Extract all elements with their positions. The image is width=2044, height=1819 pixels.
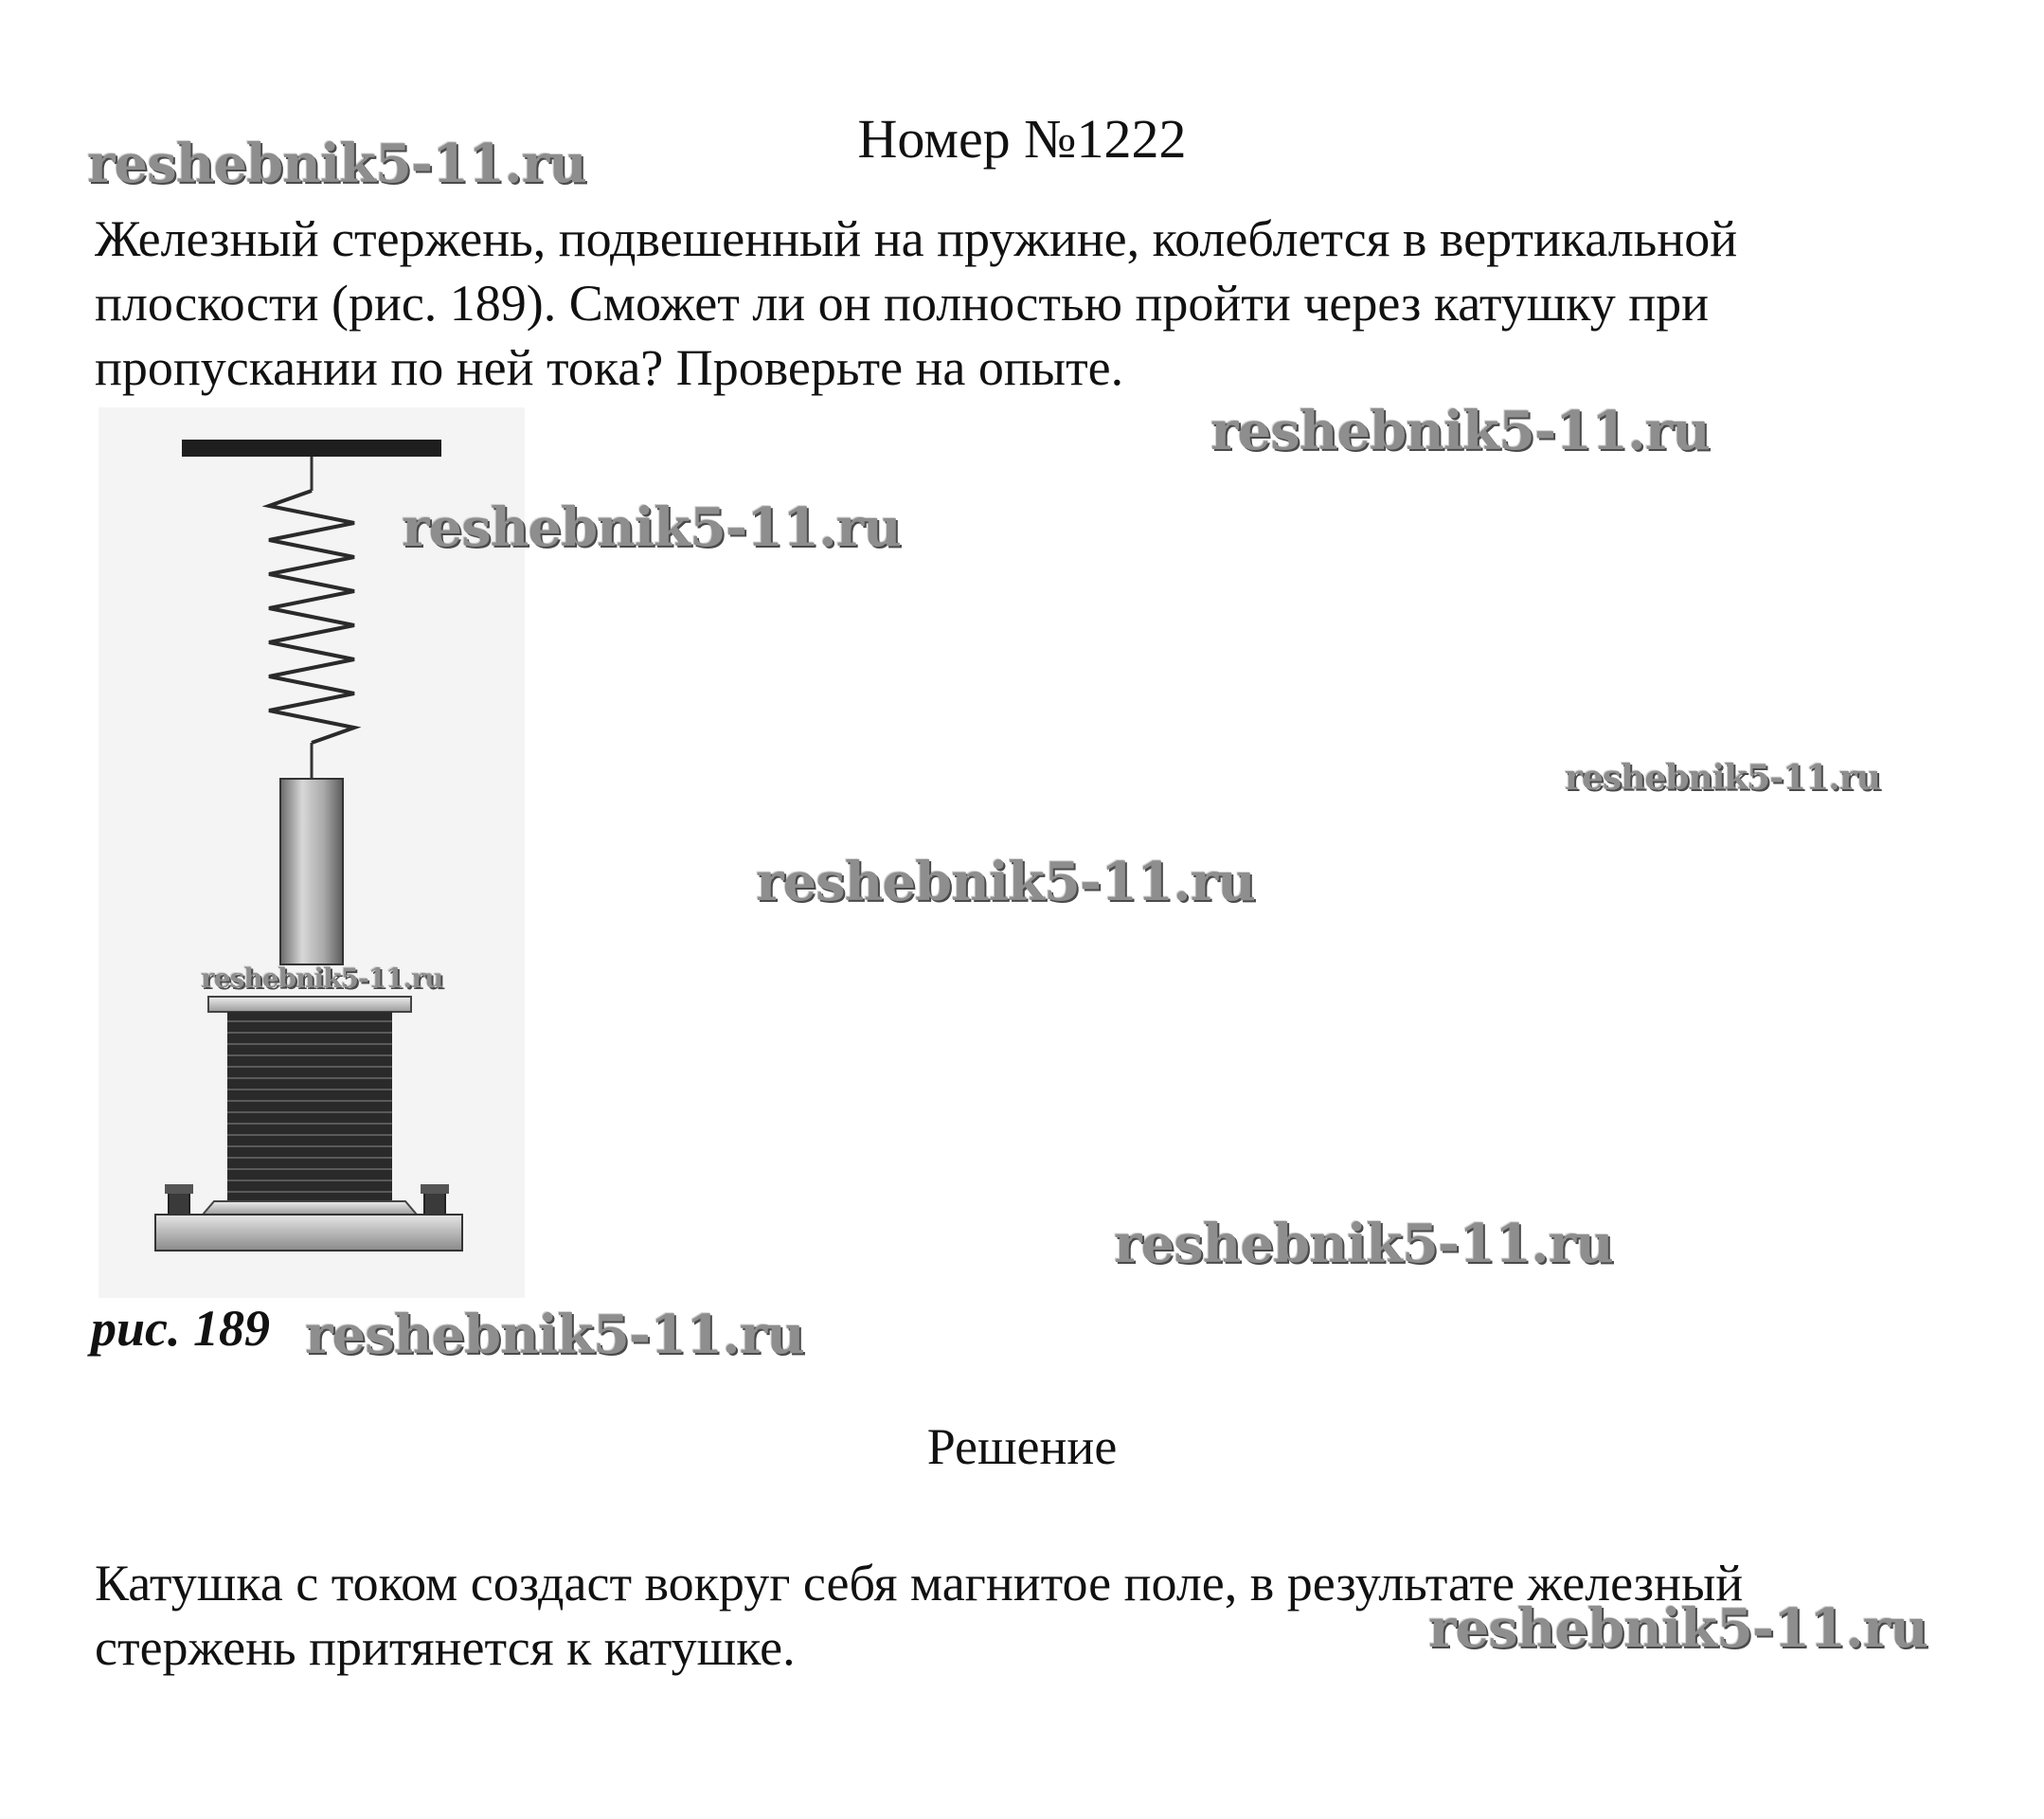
coil [227,1012,392,1201]
solution-line: стержень притянется к катушке. [95,1619,796,1676]
solution-line: Катушка с током создаст вокруг себя магнитое поле, в результате железный [95,1555,1744,1612]
problem-text [95,207,1989,400]
problem-line: плоскости (рис. 189). Сможет ли он полностью пройти через катушку при [95,275,1710,332]
figure-caption: рис. 189 [91,1300,270,1357]
problem-line: Железный стержень, подвешенный на пружине, колеблется в вертикальной [95,210,1738,267]
watermark: reshebnik5-11.ru [87,133,586,195]
watermark: reshebnik5-11.ru [1428,1597,1927,1660]
solution-heading: Решение [926,1418,1118,1475]
watermark: reshebnik5-11.ru [402,496,901,559]
watermark: reshebnik5-11.ru [756,851,1255,913]
coil-top-flange [208,997,411,1012]
watermark: reshebnik5-11.ru [305,1304,804,1366]
watermark: reshebnik5-11.ru [1565,758,1880,798]
coil-bottom-flange [203,1201,417,1215]
page-title: Номер №1222 [857,108,1187,170]
iron-rod [280,779,343,964]
coil-base [155,1215,462,1251]
ceiling-bar [182,440,441,457]
watermark: reshebnik5-11.ru [201,963,443,994]
watermark: reshebnik5-11.ru [1210,400,1710,462]
problem-line: пропускании по ней тока? Проверьте на опыте. [95,339,1124,396]
watermark: reshebnik5-11.ru [1114,1213,1613,1275]
